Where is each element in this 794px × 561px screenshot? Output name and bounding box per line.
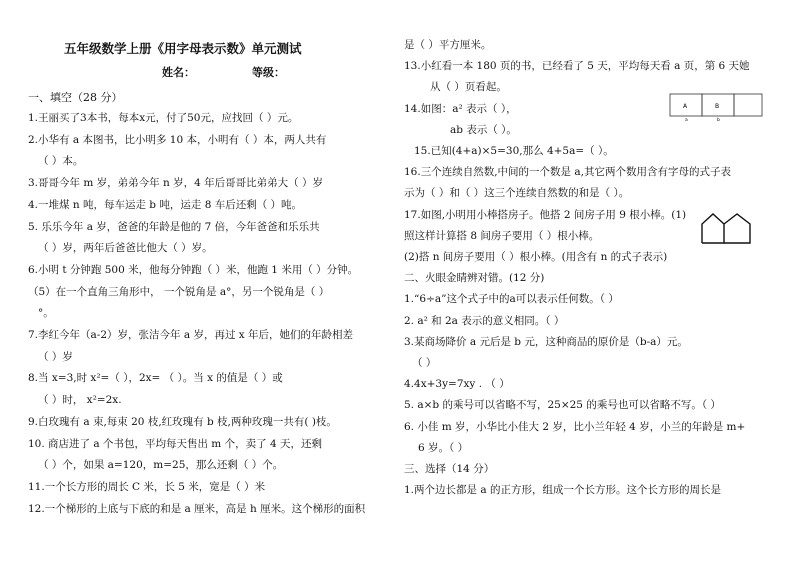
question-line: 6. 小佳 m 岁，小华比小佳大 2 岁，比小兰年轻 4 岁，小兰的年龄是 m+ — [404, 420, 746, 433]
question-line: 8.当 x=3,时 x²=（ ），2x= （ ）。当 x 的值是（ ）或 — [28, 372, 283, 385]
question-line: 3.哥哥今年 m 岁，弟弟今年 n 岁，4 年后哥哥比弟弟大（ ）岁 — [28, 177, 323, 190]
question-line: 9.白玫瑰有 a 束,每束 20 枝,红玫瑰有 b 枝,两种玫瑰一共有( )枝。 — [28, 415, 337, 428]
question-line: （ ）本。 — [38, 155, 84, 168]
question-line: 3.某商场降价 a 元后是 b 元，这种商品的原价是（b-a）元。 — [404, 335, 688, 348]
question-line: 三、选择（14 分） — [404, 463, 495, 475]
question-line: 5. 乐乐今年 a 岁，爸爸的年龄是他的 7 倍，今年爸爸和乐乐共 — [28, 220, 320, 233]
question-line: 示为（ ）和（ ）这三个连续自然数的和是（ ）。 — [404, 187, 630, 200]
question-line: 6 岁。（ ） — [418, 441, 469, 454]
section-fill-in-heading: 一、填空（28 分） — [28, 91, 123, 104]
question-line: 4.一堆煤 n 吨，每车运走 b 吨，运走 8 车后还剩（ ）吨。 — [28, 198, 303, 211]
question-line: 6.小明 t 分钟跑 500 米，他每分钟跑（ ）米，他跑 1 米用（ ）分钟。 — [28, 263, 359, 276]
question-line: 1.王丽买了3本书，每本x元，付了50元，应找回（ ）元。 — [28, 112, 299, 124]
question-line: 11.一个长方形的周长 C 米，长 5 米，宽是（ ）米 — [28, 480, 266, 493]
question-line: 12.一个梯形的上底与下底的和是 a 厘米，高是 h 厘米。这个梯形的面积 — [28, 502, 366, 515]
question-line: 10. 商店进了 a 个书包，平均每天售出 m 个，卖了 4 天，还剩 — [28, 437, 322, 450]
question-line: （ ）岁 — [38, 350, 73, 363]
squares-figure — [668, 92, 764, 122]
question-line: ab 表示（ ）。 — [450, 123, 517, 136]
page-title: 五年级数学上册《用字母表示数》单元测试 — [64, 41, 302, 56]
question-line: （ ）时， x²=2x. — [38, 394, 122, 407]
question-line: （ ）个，如果 a=120，m=25，那么还剩（ ）个。 — [38, 459, 284, 472]
grade-field-label: 等级： — [252, 66, 285, 79]
house-1 — [702, 214, 724, 243]
question-line: 二、火眼金睛辨对错。(12 分) — [404, 272, 545, 285]
question-line: 17.如图,小明用小棒搭房子。他搭 2 间房子用 9 根小棒。(1) — [404, 208, 687, 221]
question-line: 15.已知(4+a)×5=30,那么 4+5a=（ ）。 — [414, 145, 614, 157]
question-line: 1.两个边长都是 a 的正方形，组成一个长方形。这个长方形的周长是 — [404, 484, 721, 497]
house-2 — [724, 214, 750, 243]
name-field-label: 姓名： — [162, 66, 195, 79]
rect-ab — [734, 94, 762, 116]
question-line: 4.4x+3y=7xy . （ ） — [404, 378, 510, 391]
question-line: (2)搭 n 间房子要用（ ）根小棒。(用含有 n 的式子表示) — [404, 251, 668, 263]
question-line: 14.如图：a² 表示（ ）， — [404, 102, 517, 115]
dim-a: a — [685, 118, 688, 122]
question-line: 1.“6÷a”这个式子中的a可以表示任何数。（ ） — [404, 293, 619, 306]
houses-figure — [700, 212, 752, 244]
question-line: 7.李红今年（a-2）岁，张洁今年 a 岁，再过 x 年后，她们的年龄相差 — [28, 329, 354, 341]
question-line: °。 — [38, 307, 54, 320]
question-line: （5）在一个直角三角形中， 一个锐角是 a°，另一个锐角是（ ） — [28, 285, 330, 298]
question-line: （ ） — [412, 357, 437, 369]
dim-b: b — [717, 118, 720, 122]
question-line: 2. a² 和 2a 表示的意义相同。（ ） — [404, 314, 565, 327]
question-line: 13.小红看一本 180 页的书，已经看了 5 天，平均每天看 a 页，第 6 天她 — [404, 60, 750, 73]
question-line: 照这样计算搭 8 间房子要用（ ）根小棒。 — [404, 229, 600, 242]
question-line: 2.小华有 a 本图书，比小明多 10 本，小明有（ ）本，两人共有 — [28, 133, 327, 146]
question-line: 从（ ）页看起。 — [430, 81, 507, 94]
question-line: 5. a×b 的乘号可以省略不写，25×25 的乘号也可以省略不写。（ ） — [404, 399, 721, 412]
question-line: 16.三个连续自然数,中间的一个数是 a,其它两个数用含有字母的式子表 — [404, 166, 731, 179]
question-line: （ ）岁，两年后爸爸比他大（ ）岁。 — [38, 242, 213, 255]
label-b: B — [715, 103, 720, 110]
question-line: 是（ ）平方厘米。 — [404, 39, 492, 51]
label-a: A — [683, 103, 688, 110]
